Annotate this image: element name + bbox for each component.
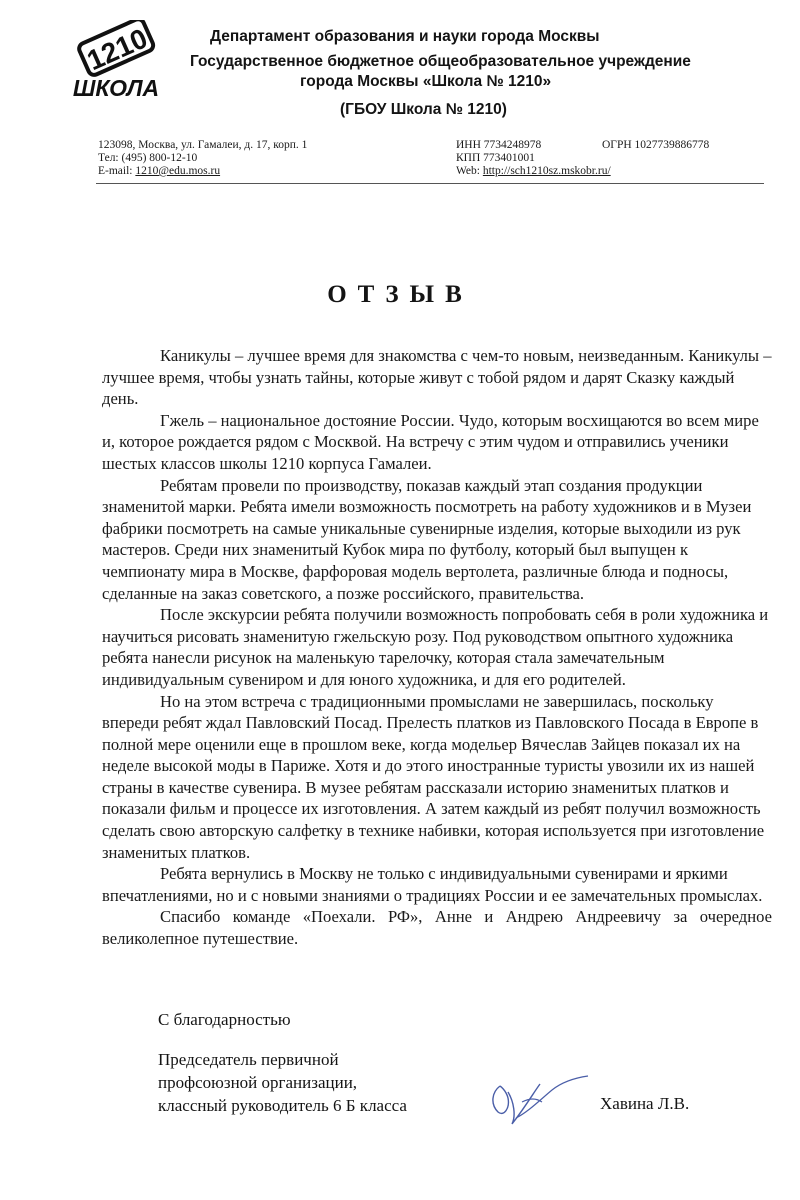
paragraph: Ребятам провели по производству, показав каждый этап создания продукции знаменитой марки. Ребята имели возможность посмотреть на работу художников и в Музеи фабрики посмотреть на самые уникальные сувенирные изделия, которые выходили из рук мастеров. Среди них знаменитый Кубок мира по футболу, который был выпущен к чемпионату мира в Москве, фарфоровая модель вертолета, различные блюда и подносы, сделанные на заказ советского, а позже российского, правительства.: [102, 475, 752, 603]
contacts-registry-block: [456, 139, 611, 178]
paragraph: Ребята вернулись в Москву не только с индивидуальными сувенирами и яркими впечатлениями, но и с новыми знаниями о традициях России и ее замечательных промыслах.: [102, 864, 763, 905]
paragraph: Спасибо команде «Поехали. РФ», Анне и Андрею Андреевичу за очередное великолепное путешествие.: [102, 907, 772, 949]
logo-number: 1210: [82, 22, 152, 77]
paragraph: Но на этом встреча с традиционными промыслами не завершилась, поскольку впереди ребят ждал Павловский Посад. Прелесть платков из Павловского Посада в Европе в полной мере оценили еще в прошлом веке, когда модельер Вячеслав Зайцев показал их на неделе высокой моды в Париже. Хотя и до этого иностранные туристы увозили их из нашей страны в качестве сувенира. В музее ребятам рассказали историю знаменитых платков и показали фильм и процессе их изготовления. А затем каждый из ребят получил возможность сделать свою авторскую салфетку в технике набивки, которая используется при изготовление знаменитых платков.: [102, 691, 765, 862]
signer-title-block: [158, 1048, 407, 1117]
email-link[interactable]: 1210@edu.mos.ru: [135, 165, 221, 177]
contacts-ogrn-block: [602, 139, 709, 152]
email-row: [98, 165, 307, 178]
paragraph: Гжель – национальное достояние России. Чудо, которым восхищаются во всем мире и, которое рождается рядом с Москвой. На встречу с этим чудом и отправились ученики шестых классов школы 1210 корпуса Гамалеи.: [102, 410, 759, 473]
kpp: КПП 773401001: [456, 152, 535, 164]
institution-short-name: (ГБОУ Школа № 1210): [340, 101, 507, 118]
letter-body: [102, 345, 772, 950]
school-logo: [62, 20, 170, 100]
web-link[interactable]: http://sch1210sz.mskobr.ru/: [482, 165, 611, 177]
department-name: Департамент образования и науки города Москвы: [210, 28, 600, 45]
signer-title-line: профсоюзной организации,: [158, 1073, 358, 1092]
school-logo-graphic: [62, 20, 170, 100]
phone: Тел: (495) 800-12-10: [98, 152, 198, 164]
institution-city: города Москвы «Школа № 1210»: [300, 73, 552, 90]
signer-title-line: Председатель первичной: [158, 1050, 339, 1069]
ogrn: ОГРН 1027739886778: [602, 139, 710, 151]
inn: ИНН 7734248978: [456, 139, 542, 151]
web-row: [456, 165, 611, 178]
address: 123098, Москва, ул. Гамалеи, д. 17, корп. 1: [98, 139, 308, 151]
signer-title-line: классный руководитель 6 Б класса: [158, 1096, 407, 1115]
document-title: ОТЗЫВ: [327, 281, 473, 308]
email-label: E-mail:: [98, 165, 136, 177]
contacts-address-block: [98, 139, 307, 178]
signer-name: Хавина Л.В.: [600, 1094, 690, 1113]
header-divider: [96, 183, 764, 184]
handwritten-signature: [470, 1062, 600, 1132]
institution-name: Государственное бюджетное общеобразовательное учреждение: [190, 53, 691, 70]
paragraph: После экскурсии ребята получили возможность попробовать себя в роли художника и научиться рисовать знаменитую гжельскую розу. Под руководством опытного художника ребята нанесли рисунок на маленькую тарелочку, которая стала замечательным индивидуальным сувениром и для юного художника, и для его родителей.: [102, 605, 769, 689]
closing-phrase: С благодарностью: [158, 1010, 291, 1029]
logo-word: ШКОЛА: [72, 75, 160, 100]
signature-graphic: [470, 1062, 600, 1132]
paragraph: Каникулы – лучшее время для знакомства с чем-то новым, неизведанным. Каникулы – лучшее время, чтобы узнать тайны, которые живут с тобой рядом и дарят Сказку каждый день.: [102, 346, 772, 409]
web-label: Web:: [456, 165, 483, 177]
